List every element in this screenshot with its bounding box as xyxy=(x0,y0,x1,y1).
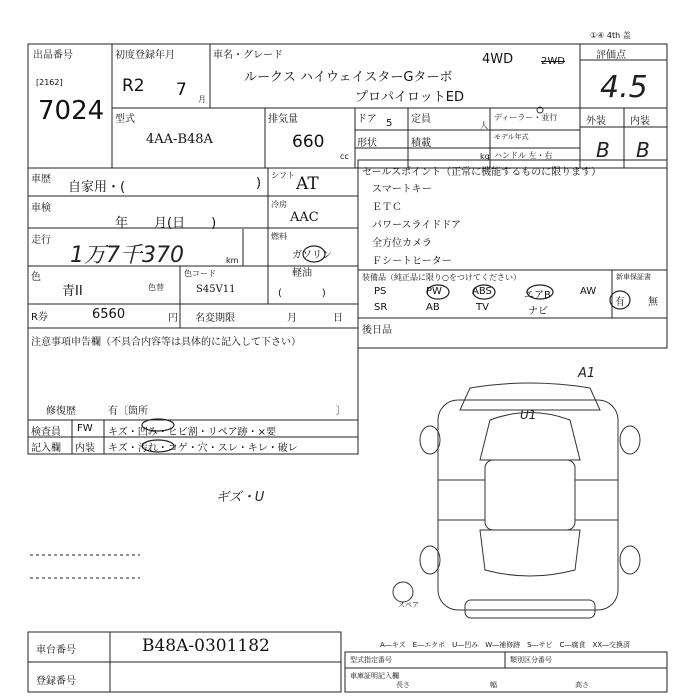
score-value: 4.5 xyxy=(600,70,648,105)
fuel-gasoline: ガソリン xyxy=(292,250,332,261)
recycle-value: 6560 xyxy=(92,307,126,322)
fuel-diesel: 軽油 xyxy=(292,268,312,279)
sales-point: ＥＴＣ xyxy=(372,202,402,213)
notes-title: 注意事項申告欄（不具合内容等は具体的に記入して下さい） xyxy=(31,337,301,348)
color-code: S45V11 xyxy=(196,284,236,295)
exterior-grade: B xyxy=(596,138,610,162)
recycle-unit: 円 xyxy=(168,313,178,324)
tax-label: 名変期限 xyxy=(195,313,235,324)
interior-inspect-label: 内装 xyxy=(75,443,95,454)
inspector-label: 検査員 xyxy=(31,427,61,438)
era-year: R2 xyxy=(122,76,145,96)
model-year-label: モデル年式 xyxy=(494,133,529,141)
class-number-label: 類別区分番号 xyxy=(510,656,552,664)
inspection-label: 車検 xyxy=(31,203,51,214)
repair-label: 修復歴 xyxy=(46,406,76,417)
color-code-label: 色コード xyxy=(184,269,216,278)
dealer-label: ディーラー・並行 xyxy=(494,113,558,122)
warranty-yes: 有 xyxy=(615,297,625,308)
registration-label: 登録番号 xyxy=(36,676,76,687)
shift-value: AT xyxy=(296,174,319,194)
equip-ps: PS xyxy=(374,286,387,297)
tax-month: 月 xyxy=(287,313,297,324)
car-name: ルークス ハイウェイスターGターボ xyxy=(244,70,453,85)
warranty-label: 新車保証書 xyxy=(616,273,651,281)
color-change-label: 色替 xyxy=(148,283,164,292)
sales-point: スマートキー xyxy=(372,184,432,195)
reg-month-unit: 月 xyxy=(198,95,206,104)
recycle-label: R券 xyxy=(31,312,48,323)
repair-value: 有〔箇所 xyxy=(108,406,148,417)
after-items-label: 後日品 xyxy=(362,325,392,336)
displacement: 660 xyxy=(292,132,325,152)
interior-label: 内装 xyxy=(630,116,650,127)
equip-tv: TV xyxy=(476,302,489,313)
ac-label: 冷房 xyxy=(271,200,287,209)
color-label: 色 xyxy=(31,272,41,283)
chassis-label: 車台番号 xyxy=(36,645,76,656)
fuel-label: 燃料 xyxy=(271,232,287,241)
sales-title: セールスポイント（正常に機能するものに限ります） xyxy=(362,167,602,178)
interior-items: キズ・汚れ・コゲ・穴・スレ・キレ・破レ xyxy=(108,443,298,454)
damage-mark-a1: A1 xyxy=(578,366,596,381)
inspector-handwriting: ギズ・U xyxy=(216,490,265,505)
history-close: ) xyxy=(256,176,262,191)
displacement-unit: cc xyxy=(340,152,349,161)
door-count: 5 xyxy=(386,118,393,129)
length-label: 長さ xyxy=(396,681,410,689)
name-label: 車名・グレード xyxy=(213,50,283,61)
exterior-label: 外装 xyxy=(586,116,606,127)
equip-sr: SR xyxy=(374,302,388,313)
load-unit: kg xyxy=(480,152,490,161)
sales-point: Ｆシートヒーター xyxy=(372,256,452,267)
lot-number: 7024 xyxy=(38,96,105,126)
equip-aw: AW xyxy=(580,286,597,297)
inspection-value: 年 月(日 ) xyxy=(115,216,217,231)
tax-day: 日 xyxy=(333,313,343,324)
score-label: 評価点 xyxy=(596,50,626,61)
equip-abs: ABS xyxy=(472,286,492,297)
mileage-label: 走行 xyxy=(31,235,51,246)
width-label: 幅 xyxy=(490,681,497,689)
equip-navi: ナビ xyxy=(528,306,548,317)
ac-value: AAC xyxy=(290,210,319,225)
shift-label: シフト xyxy=(271,171,295,180)
drive-alt: 2WD xyxy=(541,56,565,67)
sales-point: 全方位カメラ xyxy=(372,238,432,249)
equipment-title: 装備品（純正品に限り○をつけてください） xyxy=(362,273,521,282)
equip-airbag: エアB xyxy=(524,290,551,301)
model-code: 4AA-B48A xyxy=(146,132,213,147)
sales-point: パワースライドドア xyxy=(372,220,461,231)
mileage-unit: km xyxy=(226,256,239,265)
damage-mark-u1: U1 xyxy=(520,408,537,422)
load-label: 積載 xyxy=(411,138,431,149)
displacement-label: 排気量 xyxy=(268,114,298,125)
fw-label: FW xyxy=(77,423,93,434)
warranty-no: 無 xyxy=(648,297,658,308)
garage-cert-label: 車庫証明記入欄 xyxy=(350,672,399,680)
history-label: 車歴 xyxy=(31,174,51,185)
equip-ab: AB xyxy=(426,302,440,313)
capacity-label: 定員 xyxy=(411,114,431,125)
mileage-value: 1万7千370 xyxy=(70,243,184,268)
history-value: 自家用・( xyxy=(68,180,126,195)
lot-label: 出品番号 xyxy=(33,50,73,61)
first-reg-label: 初度登録年月 xyxy=(115,50,175,61)
damage-legend: A―キズ E―エクボ U―凹み W―補修跡 S―サビ C―腐食 XX―交換済 xyxy=(380,641,631,649)
corner-mark: ①④ 4th 盖 xyxy=(590,31,631,40)
lot-code: [2162] xyxy=(36,78,63,87)
height-label: 高さ xyxy=(575,681,589,689)
car-grade: プロパイロットED xyxy=(355,90,464,105)
reg-month: 7 xyxy=(176,80,187,100)
chassis-number: B48A-0301182 xyxy=(142,636,270,656)
handle-label: ハンドル 左・右 xyxy=(494,151,553,160)
model-label: 型式 xyxy=(115,114,135,125)
type-cert-label: 型式指定番号 xyxy=(350,656,392,664)
repair-close: 〕 xyxy=(336,406,346,417)
color-value: 青II xyxy=(62,284,83,299)
inspector-entry-label: 記入欄 xyxy=(31,443,61,454)
fw-items: キズ・凹み・ヒビ割・リペア跡・×要 xyxy=(108,427,276,438)
interior-grade: B xyxy=(636,138,650,162)
capacity-unit: 人 xyxy=(480,121,488,130)
equip-pw: PW xyxy=(426,286,442,297)
drive-type: 4WD xyxy=(482,52,514,67)
shape-label: 形状 xyxy=(357,138,377,149)
door-label: ドア xyxy=(357,114,377,125)
spare-label: スペア xyxy=(398,601,419,609)
fuel-other: ( ) xyxy=(278,288,326,299)
